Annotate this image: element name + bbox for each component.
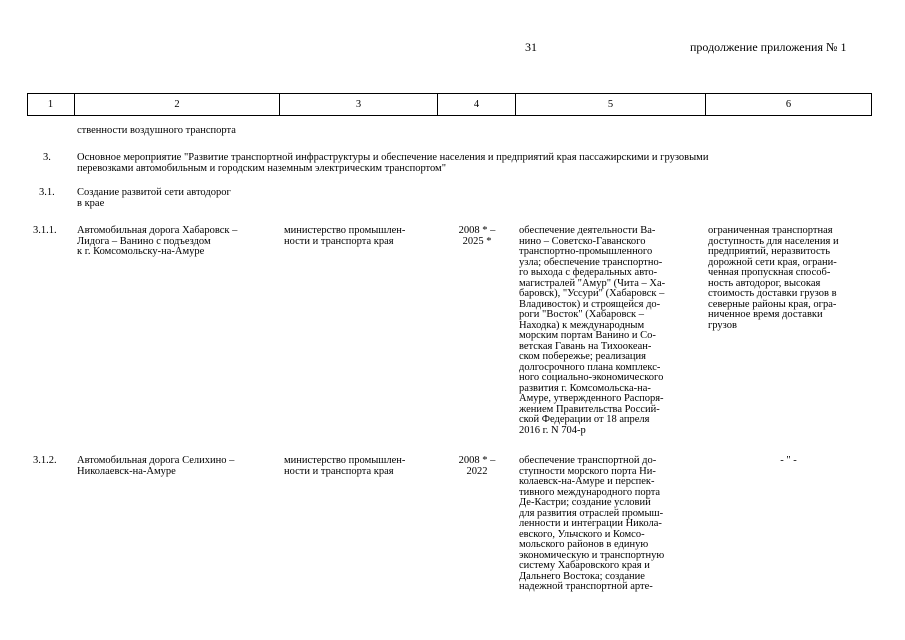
column-header-3: 3 <box>280 93 438 116</box>
row-consequences: ограниченная транспортная доступность для населения и предприятий, неразвитость дорожной сети края, ограни- ченная пропускная способ- ность автодорог, высокая стоимость доставки грузов в северные районы края, огра- ниченное время доставки грузов <box>708 225 839 331</box>
row-expected-result: обеспечение деятельности Ва- нино – Советско-Гаванского транспортно-промышленного узла; обеспечение транспортно- го выхода с федеральных авто- магистралей "Амур" (Чита – Ха- баровск), "Уссури" (Хабаровск – Владивосток) и строящейся до- роги "Восток" (Хабаровск – Находка) к международным морским портам Ванино и Со- ветская Гавань на Тихоокеан- ском побережье; реализация долгосрочного плана комплекс- ного социально-экономического развития г. Комсомольска-на- Амуре, утвержденного Распоря- жением Правительства Россий- ской Федерации от 18 апреля 2016 г. N 704-р <box>519 225 666 436</box>
appendix-continuation-note: продолжение приложения № 1 <box>690 40 847 54</box>
row-number: 3.1. <box>39 187 55 198</box>
row-period: 2008 * – 2022 <box>458 455 496 477</box>
row-name: Автомобильная дорога Селихино – Николаевск-на-Амуре <box>77 455 235 477</box>
row-name: Автомобильная дорога Хабаровск – Лидога – Ванино с подъездом к г. Комсомольску-на-Амуре <box>77 225 238 257</box>
row-executor: министерство промышлен- ности и транспорта края <box>284 455 406 477</box>
row-number: 3.1.1. <box>33 225 57 236</box>
row-expected-result: обеспечение транспортной до- ступности морского порта Ни- колаевск-на-Амуре и перспек- тивного международного порта Де-Кастри; создание условий для развития отраслей промыш- ленности и интеграции Никола- евского, Ульчского и Комсо- мольского районов в единую экономическую и транспортную систему Хабаровского края и Дальнего Востока; создание надежной транспортной арте- <box>519 455 665 592</box>
continued-row-text: ственности воздушного транспорта <box>77 125 236 136</box>
column-header-1: 1 <box>27 93 75 116</box>
row-consequences: - " - <box>780 455 797 466</box>
column-header-2: 2 <box>75 93 280 116</box>
row-period: 2008 * – 2025 * <box>458 225 496 247</box>
column-header-4: 4 <box>438 93 516 116</box>
page-number: 31 <box>525 40 537 54</box>
row-number: 3. <box>43 152 51 163</box>
row-name: Создание развитой сети автодорог в крае <box>77 187 231 209</box>
row-name: Основное мероприятие "Развитие транспортной инфраструктуры и обеспечение населения и предприятий края пассажирскими и грузовыми перевозками автомобильным и городским наземным электрическим транспортом" <box>77 152 709 174</box>
row-number: 3.1.2. <box>33 455 57 466</box>
row-executor: министерство промышлен- ности и транспорта края <box>284 225 406 247</box>
column-header-6: 6 <box>785 99 792 110</box>
column-header-5: 5 <box>516 93 706 116</box>
